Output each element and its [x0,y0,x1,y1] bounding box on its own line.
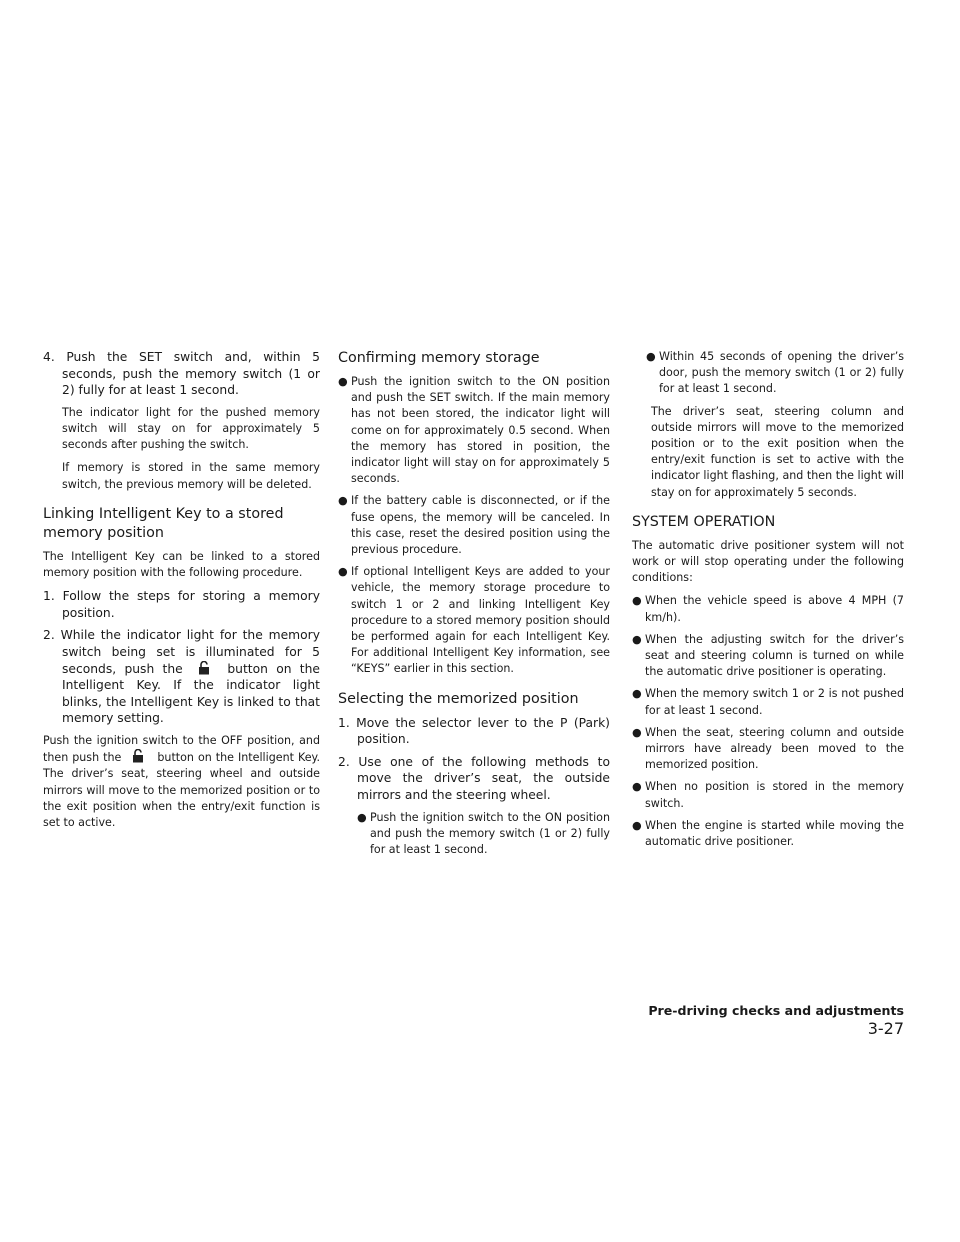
unlock-icon [191,661,219,675]
page-footer [632,1000,904,1038]
select-step-1: 1. Move the selector lever to the P (Park) position. [338,715,610,747]
push-ignition-text-a: Push the ignition switch to the OFF position, and then push the [43,733,320,765]
bullet-icon: ● [632,780,642,794]
list-item: ● Within 45 seconds of opening the driver’s door, push the memory switch (1 or 2) fully for at least 1 second. [646,350,904,396]
bullet-icon: ● [632,725,642,739]
heading-confirming-memory-storage: Confirming memory storage [338,350,540,366]
bullet-icon: ● [632,594,642,608]
linking-step-2-text-b: button on the Intelligent Key. If the indicator light blinks, the Intelligent Key is linked to that memory setting. [62,661,320,726]
select-method-list-continued [646,349,904,398]
list-item: ● Push the ignition switch to the ON position and push the SET switch. If the main memory has not been stored, the indicator light will come on for approximately 0.5 second. When the memory has stored in position, the indicator light will stay on for approximately 5 seconds. [338,375,610,486]
step-4-indicator-note: The indicator light for the pushed memory switch will stay on for approximately 5 seconds after pushing the switch. [62,405,320,452]
bullet-icon: ● [632,687,642,701]
system-conditions-list [632,593,904,850]
bullet-icon: ● [338,494,348,508]
bullet-icon: ● [338,565,348,579]
list-item: ● When the adjusting switch for the driver’s seat and steering column is turned on while the automatic drive positioner is operating. [632,632,904,679]
system-operation-intro: The automatic drive positioner system will not work or will stop operating under the following conditions: [632,538,904,585]
heading-linking-intelligent-key: Linking Intelligent Key to a stored memory position [43,505,284,541]
bullet-icon: ● [338,375,348,388]
bullet-icon: ● [646,350,656,363]
bullet-icon: ● [632,632,642,646]
step-4: 4. Push the SET switch and, within 5 seconds, push the memory switch (1 or 2) fully for at least 1 second. [43,350,320,398]
list-item: ● When the memory switch 1 or 2 is not pushed for at least 1 second. [632,687,904,717]
linking-step-1: 1. Follow the steps for storing a memory position. [43,589,320,620]
bullet-icon: ● [632,818,642,832]
list-item: ● When no position is stored in the memory switch. [632,780,904,810]
linking-step-2-text-a: 2. While the indicator light for the memory switch being set is illuminated for 5 seconds, push the [43,628,320,676]
step-4-overwrite-note: If memory is stored in the same memory switch, the previous memory will be deleted. [62,461,320,491]
selection-result-paragraph: The driver’s seat, steering column and outside mirrors will move to the memorized position or to the exit position when the entry/exit function is set to active with the indicator light flashing, and then the light will stay on for approximately 5 seconds. [651,404,904,499]
push-ignition-off-paragraph [43,733,320,831]
column-left [43,349,320,831]
push-ignition-text-b: button on the Intelligent Key. The driver’s seat, steering wheel and outside mirrors will move to the memorized position or to the exit position when the entry/exit function is set to active. [43,751,321,829]
linking-intro: The Intelligent Key can be linked to a stored memory position with the following procedure. [43,549,320,579]
select-step-2: 2. Use one of the following methods to move the driver’s seat, the outside mirrors and the steering wheel. [338,754,610,803]
list-item: ● Push the ignition switch to the ON position and push the memory switch (1 or 2) fully for at least 1 second. [357,810,610,857]
list-item: ● If the battery cable is disconnected, or if the fuse opens, the memory will be canceled. In this case, reset the desired position using the previous procedure. [338,494,610,557]
list-item: ● When the engine is started while moving the automatic drive positioner. [632,818,904,849]
unlock-icon [125,749,153,763]
column-middle [338,349,610,864]
footer-section-title: Pre-driving checks and adjustments [648,1003,904,1018]
bullet-icon: ● [357,810,367,824]
select-method-list [357,810,610,859]
heading-selecting-memorized-position: Selecting the memorized position [338,690,579,707]
page-number: 3-27 [867,1019,904,1038]
list-item: ● When the vehicle speed is above 4 MPH (7 km/h). [632,594,904,624]
list-item: ● If optional Intelligent Keys are added to your vehicle, the memory storage procedure to switch 1 or 2 and linking Intelligent Key procedure to a stored memory position should be performed again for each Intelligent Key. For additional Intelligent Key information, see “KEYS” earlier in this section. [338,565,610,676]
confirm-bullet-list [338,374,610,678]
heading-system-operation: SYSTEM OPERATION [632,513,776,530]
list-item: ● When the seat, steering column and outside mirrors have already been moved to the memorized position. [632,725,904,772]
column-right [632,349,904,856]
linking-step-2 [43,627,320,727]
